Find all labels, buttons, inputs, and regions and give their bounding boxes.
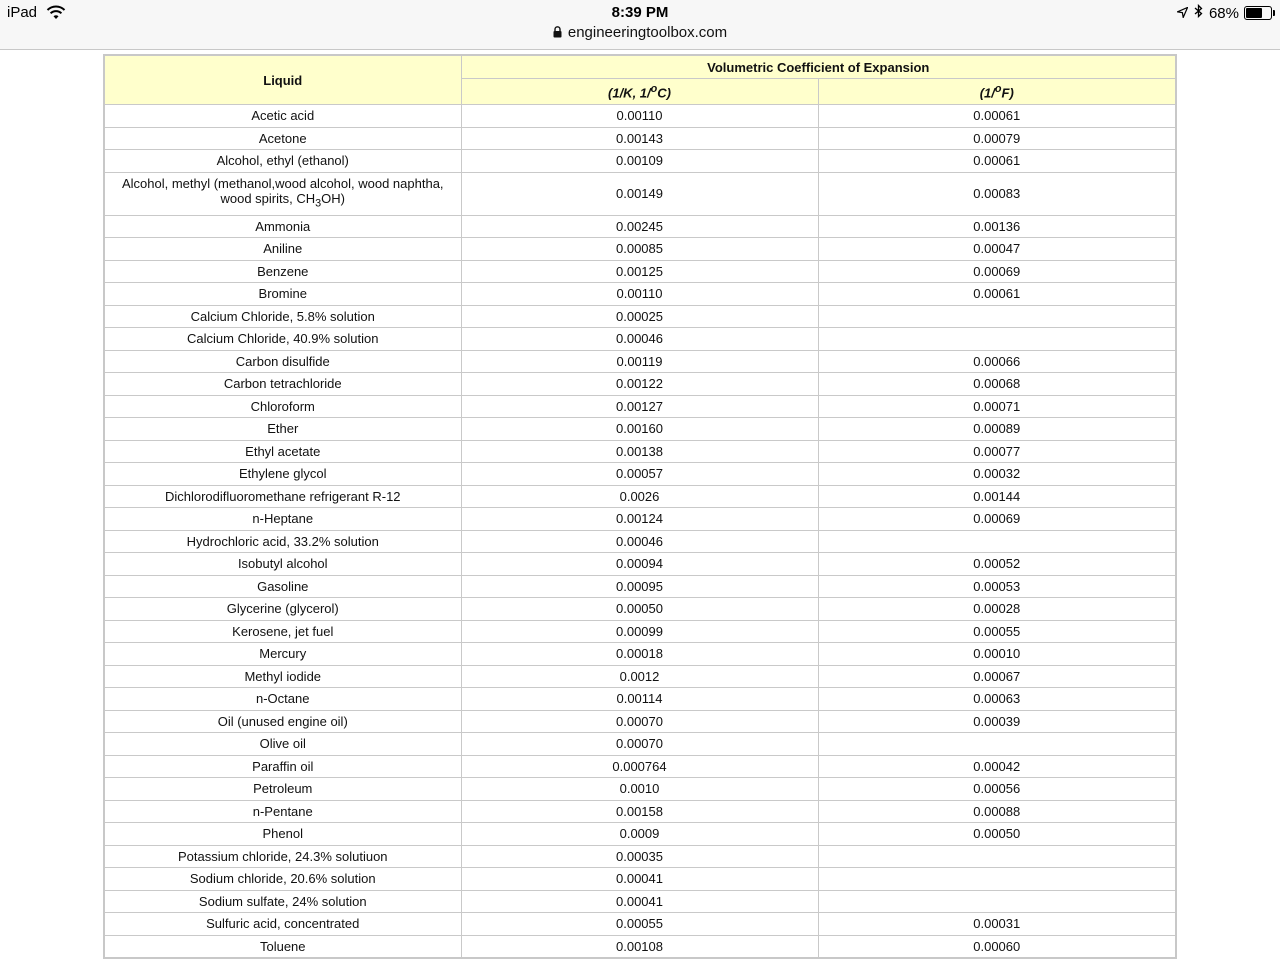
coefficient-f-cell: 0.00050 xyxy=(818,823,1176,846)
coefficient-f-cell xyxy=(818,845,1176,868)
coefficient-f-cell: 0.00066 xyxy=(818,350,1176,373)
table-row xyxy=(104,845,1176,868)
coefficient-f-cell: 0.00060 xyxy=(818,935,1176,958)
coefficient-f-cell xyxy=(818,530,1176,553)
coefficient-k-cell: 0.00245 xyxy=(461,215,818,238)
coefficient-k-cell: 0.00025 xyxy=(461,305,818,328)
unit-kelvin-header: (1/K, 1/$^o$C) xyxy=(461,79,818,105)
coefficient-f-cell: 0.00069 xyxy=(818,508,1176,531)
table-row xyxy=(104,150,1176,173)
coefficient-k-cell: 0.00110 xyxy=(461,105,818,128)
coefficient-f-cell: 0.00136 xyxy=(818,215,1176,238)
table-row xyxy=(104,418,1176,441)
liquid-header: Liquid xyxy=(104,55,461,105)
coefficient-k-cell: 0.00057 xyxy=(461,463,818,486)
coefficient-k-cell: 0.00108 xyxy=(461,935,818,958)
liquid-cell: Sodium chloride, 20.6% solution xyxy=(104,868,461,891)
status-bar xyxy=(0,0,1280,50)
coefficient-k-cell: 0.00041 xyxy=(461,890,818,913)
liquid-cell: Ethyl acetate xyxy=(104,440,461,463)
coefficient-f-cell: 0.00077 xyxy=(818,440,1176,463)
battery-icon xyxy=(1244,6,1272,20)
liquid-cell: Hydrochloric acid, 33.2% solution xyxy=(104,530,461,553)
coefficient-k-cell: 0.00099 xyxy=(461,620,818,643)
coefficient-f-cell xyxy=(818,328,1176,351)
status-right xyxy=(1177,4,1272,22)
liquid-cell: Chloroform xyxy=(104,395,461,418)
table-row xyxy=(104,215,1176,238)
coefficient-k-cell: 0.00046 xyxy=(461,530,818,553)
coefficient-k-cell: 0.00143 xyxy=(461,127,818,150)
device-label: iPad xyxy=(7,4,38,21)
liquid-cell: Mercury xyxy=(104,643,461,666)
coefficient-f-cell: 0.00079 xyxy=(818,127,1176,150)
coefficient-f-cell: 0.00144 xyxy=(818,485,1176,508)
coefficient-k-cell: 0.0010 xyxy=(461,778,818,801)
coefficient-k-cell: 0.00127 xyxy=(461,395,818,418)
liquid-cell: Aniline xyxy=(104,238,461,261)
table-row xyxy=(104,172,1176,215)
table-row xyxy=(104,485,1176,508)
table-row xyxy=(104,373,1176,396)
coefficient-k-cell: 0.00125 xyxy=(461,260,818,283)
coefficient-f-cell: 0.00069 xyxy=(818,260,1176,283)
coefficient-f-cell: 0.00088 xyxy=(818,800,1176,823)
coefficient-f-cell: 0.00032 xyxy=(818,463,1176,486)
coefficient-k-cell: 0.00041 xyxy=(461,868,818,891)
liquid-cell: Gasoline xyxy=(104,575,461,598)
coefficient-k-cell: 0.00050 xyxy=(461,598,818,621)
coefficient-f-cell: 0.00068 xyxy=(818,373,1176,396)
coefficient-f-cell xyxy=(818,868,1176,891)
coefficient-k-cell: 0.00119 xyxy=(461,350,818,373)
coefficient-k-cell: 0.00070 xyxy=(461,733,818,756)
coefficient-f-cell: 0.00010 xyxy=(818,643,1176,666)
liquid-cell: Carbon disulfide xyxy=(104,350,461,373)
liquid-cell: Glycerine (glycerol) xyxy=(104,598,461,621)
table-row xyxy=(104,935,1176,958)
liquid-cell: Carbon tetrachloride xyxy=(104,373,461,396)
coefficient-f-cell: 0.00067 xyxy=(818,665,1176,688)
table-row xyxy=(104,105,1176,128)
coefficient-f-cell: 0.00028 xyxy=(818,598,1176,621)
liquid-cell: n-Heptane xyxy=(104,508,461,531)
table-row xyxy=(104,530,1176,553)
liquid-cell: Alcohol, methyl (methanol,wood alcohol, wood naphtha, wood spirits, $CH_3OH$) xyxy=(104,172,461,215)
table-row xyxy=(104,508,1176,531)
coefficient-f-cell: 0.00061 xyxy=(818,150,1176,173)
liquid-cell: Ammonia xyxy=(104,215,461,238)
liquid-cell: Ethylene glycol xyxy=(104,463,461,486)
liquid-cell: Paraffin oil xyxy=(104,755,461,778)
liquid-cell: Acetone xyxy=(104,127,461,150)
table-row xyxy=(104,823,1176,846)
liquid-cell: Bromine xyxy=(104,283,461,306)
expansion-table xyxy=(103,54,1177,959)
coefficient-k-cell: 0.00124 xyxy=(461,508,818,531)
coefficient-k-cell: 0.00085 xyxy=(461,238,818,261)
address-bar[interactable] xyxy=(0,24,1280,42)
coefficient-f-cell xyxy=(818,733,1176,756)
table-row xyxy=(104,733,1176,756)
clock: 8:39 PM xyxy=(611,4,669,21)
coefficient-k-cell: 0.00149 xyxy=(461,172,818,215)
table-row xyxy=(104,283,1176,306)
liquid-cell: Potassium chloride, 24.3% solutiuon xyxy=(104,845,461,868)
table-row xyxy=(104,688,1176,711)
coefficient-k-cell: 0.00046 xyxy=(461,328,818,351)
coefficient-f-cell xyxy=(818,890,1176,913)
coefficient-k-cell: 0.00110 xyxy=(461,283,818,306)
table-row xyxy=(104,868,1176,891)
coefficient-f-cell: 0.00061 xyxy=(818,105,1176,128)
coefficient-f-cell: 0.00071 xyxy=(818,395,1176,418)
battery-percent: 68% xyxy=(1208,4,1239,22)
coefficient-k-cell: 0.0026 xyxy=(461,485,818,508)
table-body xyxy=(104,105,1176,959)
coefficient-k-cell: 0.00070 xyxy=(461,710,818,733)
coefficient-group-header: Volumetric Coefficient of Expansion xyxy=(461,55,1176,79)
coefficient-f-cell: 0.00052 xyxy=(818,553,1176,576)
liquid-cell: Dichlorodifluoromethane refrigerant R-12 xyxy=(104,485,461,508)
liquid-cell: Sodium sulfate, 24% solution xyxy=(104,890,461,913)
liquid-cell: Calcium Chloride, 5.8% solution xyxy=(104,305,461,328)
liquid-cell: Phenol xyxy=(104,823,461,846)
table-row xyxy=(104,778,1176,801)
coefficient-k-cell: 0.00018 xyxy=(461,643,818,666)
coefficient-k-cell: 0.00158 xyxy=(461,800,818,823)
liquid-cell: Alcohol, ethyl (ethanol) xyxy=(104,150,461,173)
coefficient-k-cell: 0.00094 xyxy=(461,553,818,576)
coefficient-k-cell: 0.00109 xyxy=(461,150,818,173)
table-row xyxy=(104,800,1176,823)
coefficient-k-cell: 0.000764 xyxy=(461,755,818,778)
table-row xyxy=(104,238,1176,261)
coefficient-f-cell: 0.00083 xyxy=(818,172,1176,215)
coefficient-f-cell: 0.00055 xyxy=(818,620,1176,643)
coefficient-f-cell: 0.00047 xyxy=(818,238,1176,261)
coefficient-k-cell: 0.00035 xyxy=(461,845,818,868)
liquid-cell: Calcium Chloride, 40.9% solution xyxy=(104,328,461,351)
liquid-cell: Olive oil xyxy=(104,733,461,756)
table-row xyxy=(104,260,1176,283)
coefficient-k-cell: 0.00055 xyxy=(461,913,818,936)
url-text: engineeringtoolbox.com xyxy=(567,24,728,41)
table-row xyxy=(104,710,1176,733)
table-row xyxy=(104,395,1176,418)
table-row xyxy=(104,620,1176,643)
coefficient-f-cell: 0.00042 xyxy=(818,755,1176,778)
liquid-cell: Oil (unused engine oil) xyxy=(104,710,461,733)
liquid-cell: n-Pentane xyxy=(104,800,461,823)
coefficient-f-cell: 0.00039 xyxy=(818,710,1176,733)
liquid-cell: Benzene xyxy=(104,260,461,283)
battery-fill xyxy=(1246,8,1262,18)
coefficient-k-cell: 0.00138 xyxy=(461,440,818,463)
coefficient-f-cell: 0.00063 xyxy=(818,688,1176,711)
coefficient-f-cell: 0.00056 xyxy=(818,778,1176,801)
coefficient-k-cell: 0.00122 xyxy=(461,373,818,396)
table-row xyxy=(104,328,1176,351)
liquid-cell: Isobutyl alcohol xyxy=(104,553,461,576)
table-row xyxy=(104,913,1176,936)
table-row xyxy=(104,350,1176,373)
table-row xyxy=(104,463,1176,486)
coefficient-k-cell: 0.0012 xyxy=(461,665,818,688)
coefficient-k-cell: 0.00114 xyxy=(461,688,818,711)
liquid-cell: Methyl iodide xyxy=(104,665,461,688)
table-row xyxy=(104,598,1176,621)
liquid-cell: Kerosene, jet fuel xyxy=(104,620,461,643)
unit-fahrenheit-header: (1/$^o$F) xyxy=(818,79,1176,105)
coefficient-f-cell: 0.00053 xyxy=(818,575,1176,598)
liquid-cell: Sulfuric acid, concentrated xyxy=(104,913,461,936)
liquid-cell: Ether xyxy=(104,418,461,441)
liquid-cell: Toluene xyxy=(104,935,461,958)
coefficient-f-cell: 0.00089 xyxy=(818,418,1176,441)
table-row xyxy=(104,127,1176,150)
coefficient-f-cell: 0.00031 xyxy=(818,913,1176,936)
coefficient-f-cell xyxy=(818,305,1176,328)
table-row xyxy=(104,553,1176,576)
coefficient-f-cell: 0.00061 xyxy=(818,283,1176,306)
coefficient-k-cell: 0.0009 xyxy=(461,823,818,846)
liquid-cell: n-Octane xyxy=(104,688,461,711)
table-row xyxy=(104,890,1176,913)
coefficient-k-cell: 0.00095 xyxy=(461,575,818,598)
table-row xyxy=(104,305,1176,328)
liquid-cell: Acetic acid xyxy=(104,105,461,128)
table-row xyxy=(104,665,1176,688)
table-row xyxy=(104,643,1176,666)
liquid-cell: Petroleum xyxy=(104,778,461,801)
location-arrow-icon xyxy=(1177,5,1188,22)
bluetooth-icon xyxy=(1194,4,1203,22)
table-row xyxy=(104,440,1176,463)
page-content xyxy=(103,54,1177,959)
table-row xyxy=(104,575,1176,598)
coefficient-k-cell: 0.00160 xyxy=(461,418,818,441)
lock-icon xyxy=(553,25,562,42)
table-row xyxy=(104,755,1176,778)
